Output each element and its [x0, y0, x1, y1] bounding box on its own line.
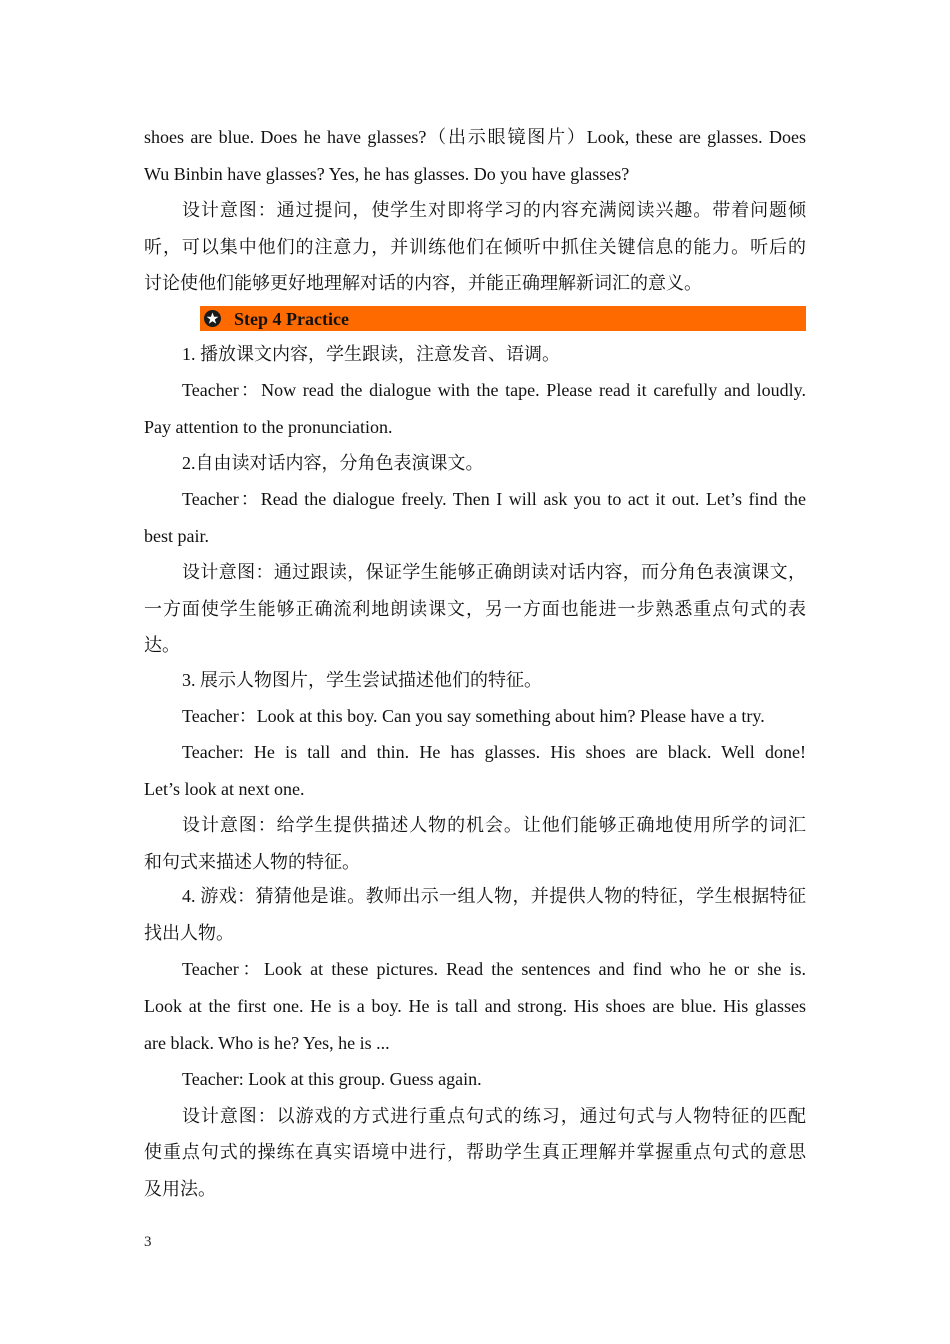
design-intent-line: 设计意图：以游戏的方式进行重点句式的练习，通过句式与人物特征的匹配: [182, 1106, 806, 1126]
step-heading-title: Step 4 Practice: [234, 309, 349, 329]
design-intent-line: 使重点句式的操练在真实语境中进行，帮助学生真正理解并掌握重点句式的意思: [144, 1142, 806, 1162]
design-intent-line: 达。: [144, 635, 180, 655]
paragraph-line: 2.自由读对话内容，分角色表演课文。: [182, 453, 484, 473]
paragraph-line: Let’s look at next one.: [144, 779, 305, 799]
paragraph-line: are black. Who is he? Yes, he is ...: [144, 1033, 390, 1053]
paragraph-line: 1. 播放课文内容，学生跟读，注意发音、语调。: [182, 344, 560, 364]
design-intent-line: 及用法。: [144, 1179, 216, 1199]
design-intent-line: 设计意图：通过提问，使学生对即将学习的内容充满阅读兴趣。带着问题倾: [182, 200, 806, 220]
design-intent-line: 听，可以集中他们的注意力，并训练他们在倾听中抓住关键信息的能力。听后的: [144, 237, 806, 257]
paragraph-line: Teacher: He is tall and thin. He has glasses. His shoes are black. Well done!: [182, 742, 806, 762]
design-intent-line: 一方面使学生能够正确流利地朗读课文，另一方面也能进一步熟悉重点句式的表: [144, 599, 806, 619]
design-intent-line: 设计意图：给学生提供描述人物的机会。让他们能够正确地使用所学的词汇: [182, 815, 806, 835]
paragraph-line: shoes are blue. Does he have glasses?（出示眼镜图片）Look, these are glasses. Does: [144, 127, 806, 147]
paragraph-line: Teacher：Look at these pictures. Read the sentences and find who he or she is.: [182, 959, 806, 979]
paragraph-line: Teacher：Look at this boy. Can you say something about him? Please have a try.: [182, 706, 765, 726]
page-number: 3: [144, 1234, 152, 1250]
step-heading-bar: [200, 306, 806, 331]
star-circle-icon: [204, 310, 221, 327]
paragraph-line: best pair.: [144, 526, 209, 546]
paragraph-line: Teacher：Read the dialogue freely. Then I will ask you to act it out. Let’s find the: [182, 489, 806, 509]
paragraph-line: 4. 游戏：猜猜他是谁。教师出示一组人物，并提供人物的特征，学生根据特征: [182, 886, 806, 906]
design-intent-line: 讨论使他们能够更好地理解对话的内容，并能正确理解新词汇的意义。: [144, 273, 702, 293]
paragraph-line: Wu Binbin have glasses? Yes, he has glasses. Do you have glasses?: [144, 164, 630, 184]
design-intent-line: 和句式来描述人物的特征。: [144, 852, 360, 872]
paragraph-line: 3. 展示人物图片，学生尝试描述他们的特征。: [182, 670, 542, 690]
paragraph-line: Pay attention to the pronunciation.: [144, 417, 393, 437]
paragraph-line: Teacher: Look at this group. Guess again.: [182, 1069, 482, 1089]
design-intent-line: 设计意图：通过跟读，保证学生能够正确朗读对话内容，而分角色表演课文，: [182, 562, 806, 582]
paragraph-line: 找出人物。: [144, 923, 234, 943]
paragraph-line: Teacher：Now read the dialogue with the tape. Please read it carefully and loudly.: [182, 380, 806, 400]
paragraph-line: Look at the first one. He is a boy. He is tall and strong. His shoes are blue. His glasses: [144, 996, 806, 1016]
